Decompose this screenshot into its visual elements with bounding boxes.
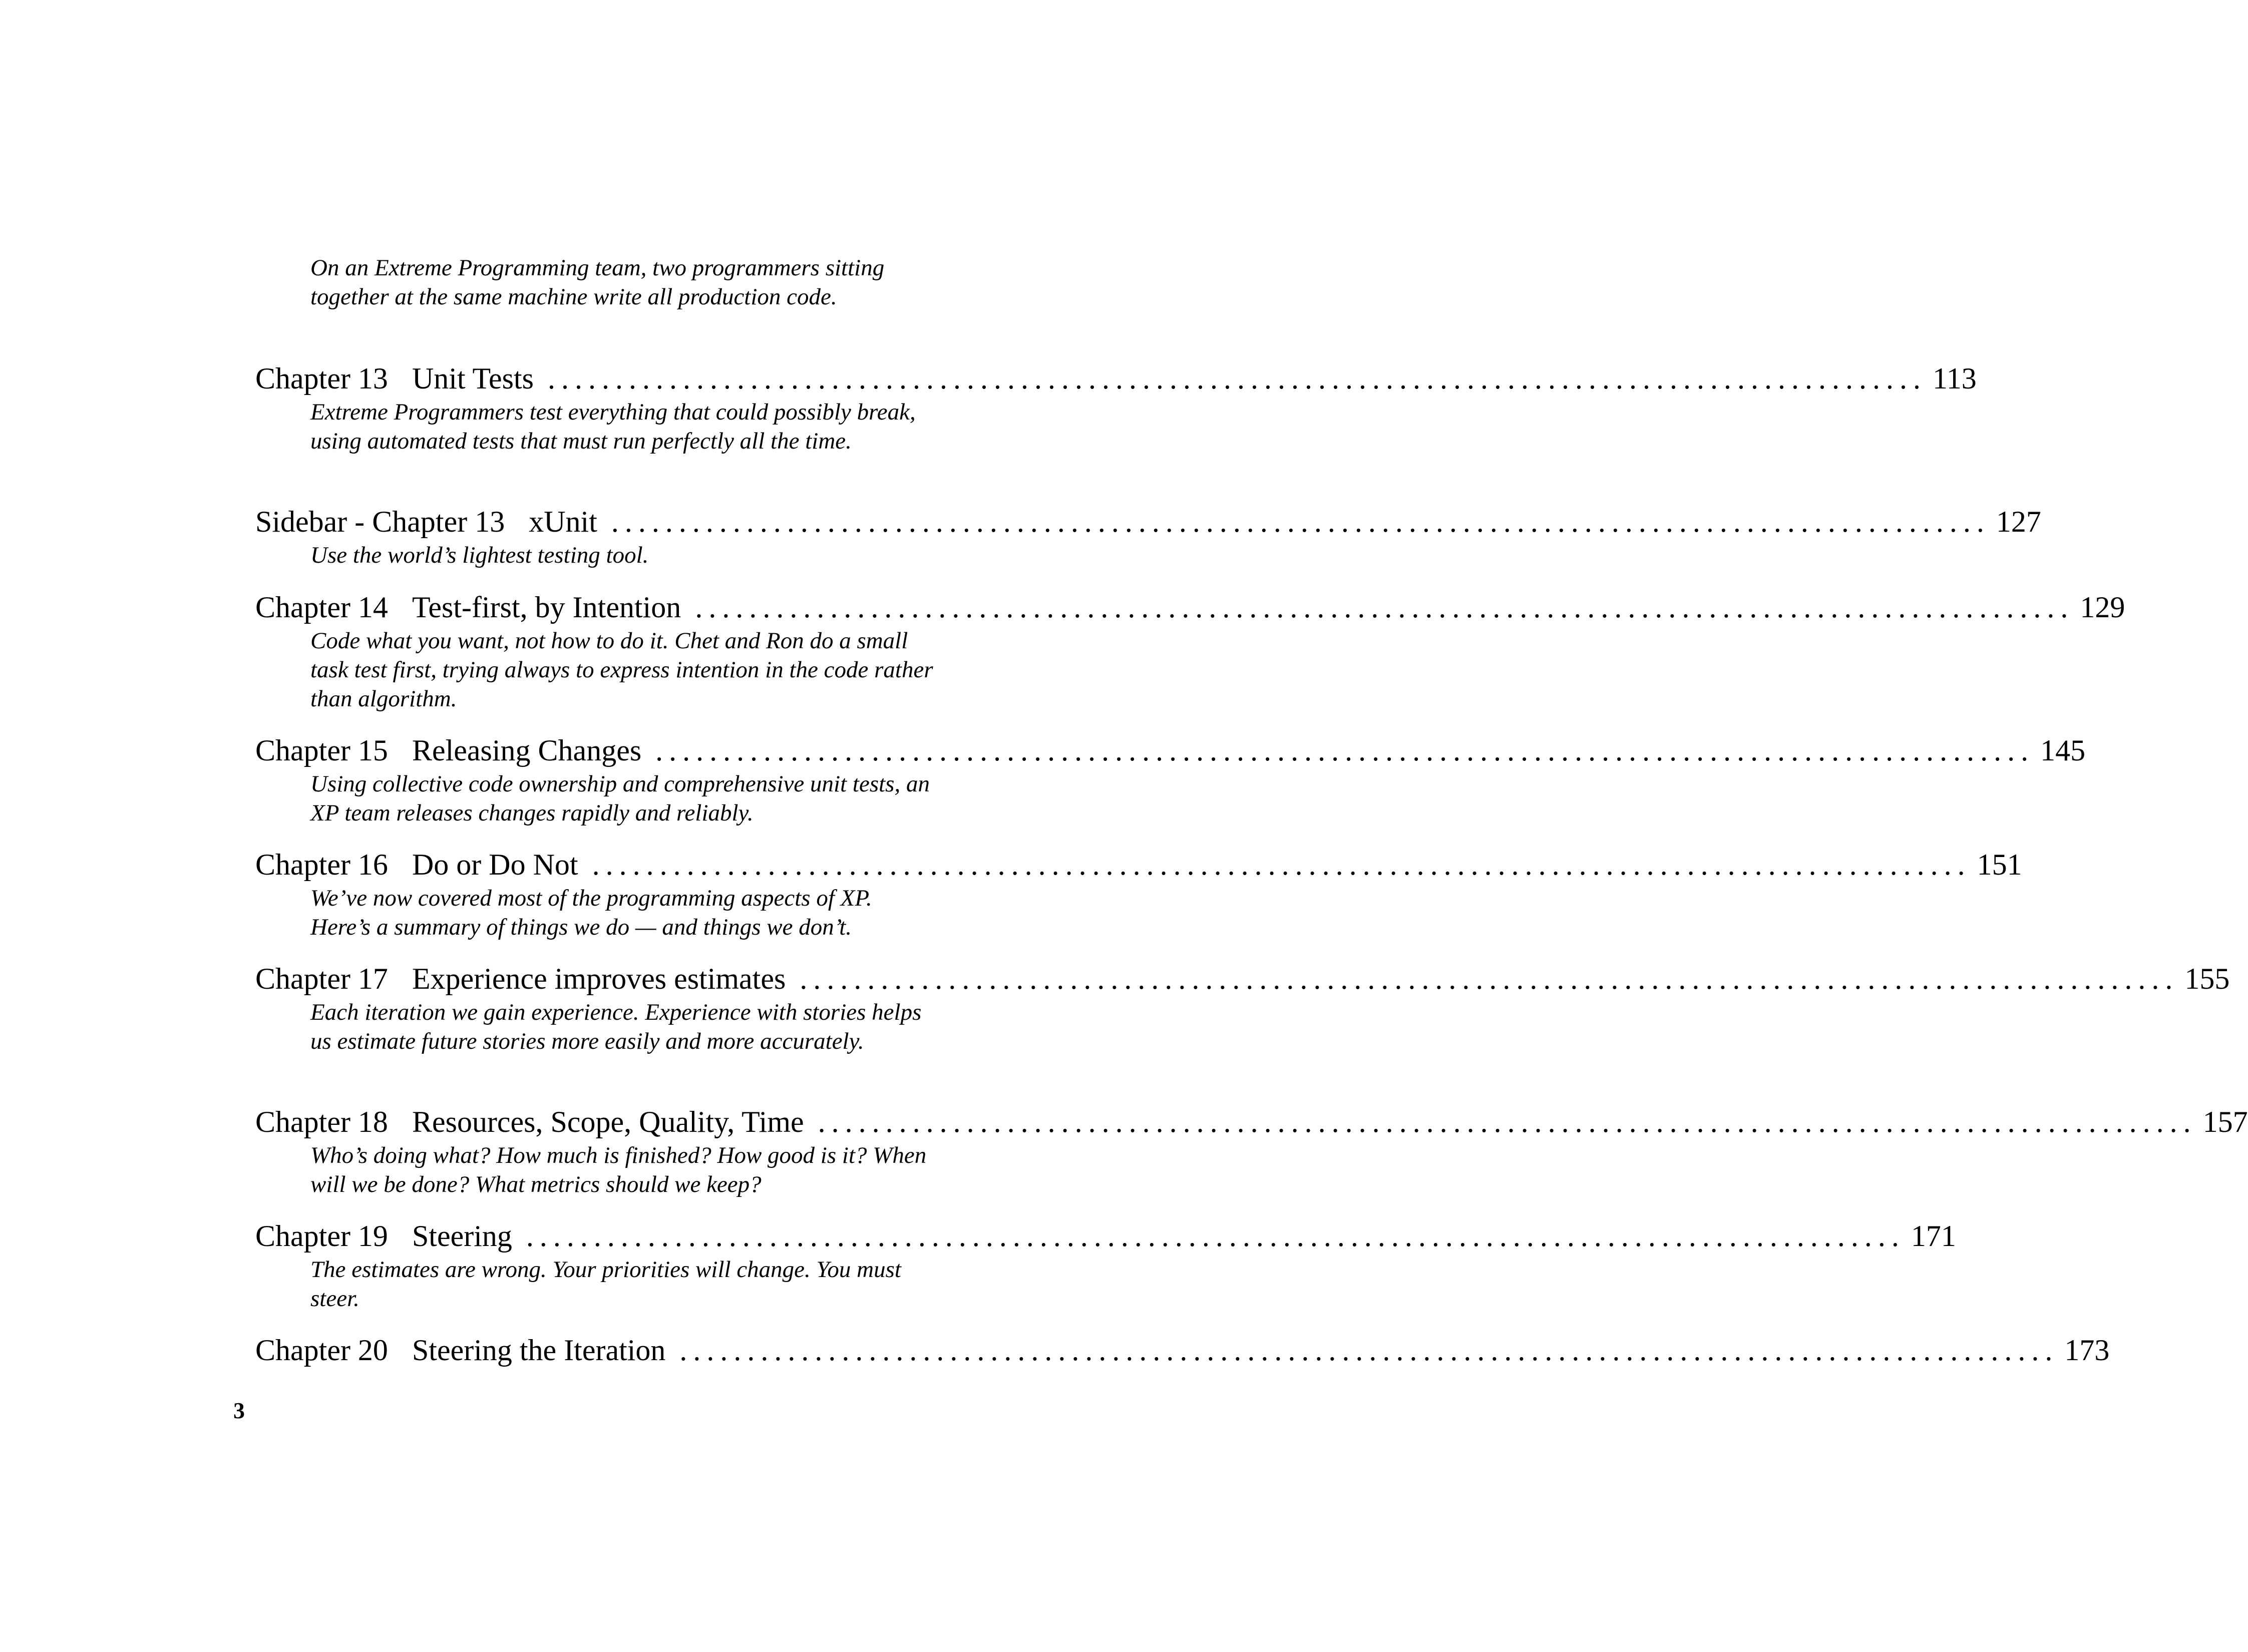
chapter-title: Experience improves estimates [412, 962, 786, 995]
toc-entry-chapter-16 [255, 847, 2022, 942]
chapter-description: Extreme Programmers test everything that could possibly break, using automated tests that must run perfectly all the time. [310, 399, 916, 454]
dot-leader: ...................................................................................................... [547, 362, 1927, 395]
toc-heading [255, 732, 2086, 768]
chapter-description: We’ve now covered most of the programming aspects of XP. Here’s a summary of things we do — and things we don’t. [310, 885, 872, 940]
page-number: 173 [2064, 1334, 2110, 1367]
page-number: 145 [2040, 734, 2086, 767]
chapter-number: Chapter 16 [255, 848, 388, 881]
chapter-description: Using collective code ownership and comprehensive unit tests, an XP team releases changes rapidly and reliably. [310, 771, 930, 826]
chapter-number: Chapter 13 [255, 362, 388, 395]
toc-entry-chapter-17 [255, 961, 2230, 1056]
toc-heading [255, 504, 2041, 540]
chapter-description: The estimates are wrong. Your priorities will change. You must steer. [310, 1257, 901, 1312]
chapter-description: Use the world’s lightest testing tool. [310, 542, 649, 568]
page-number: 129 [2080, 591, 2125, 624]
page-number: 155 [2184, 962, 2230, 995]
intro-description: On an Extreme Programming team, two programmers sitting together at the same machine write all production code. [310, 255, 885, 310]
page-number: 157 [2202, 1105, 2248, 1138]
chapter-number: Chapter 20 [255, 1334, 388, 1367]
toc-heading [255, 589, 2125, 625]
chapter-number: Chapter 14 [255, 591, 388, 624]
toc-heading [255, 961, 2230, 997]
chapter-title: Unit Tests [412, 362, 534, 395]
chapter-title: Do or Do Not [412, 848, 578, 881]
toc-heading [255, 847, 2022, 883]
toc-heading [255, 1332, 2110, 1368]
chapter-number: Sidebar - Chapter 13 [255, 505, 505, 538]
toc-entry-chapter-18 [255, 1104, 2248, 1199]
chapter-description: Who’s doing what? How much is finished? How good is it? When will we be done? What metrics should we keep? [310, 1142, 927, 1197]
dot-leader: ...................................................................................................... [592, 848, 1971, 881]
chapter-title: xUnit [529, 505, 597, 538]
toc-heading [255, 360, 1977, 396]
dot-leader: ...................................................................................................... [679, 1334, 2059, 1367]
chapter-number: Chapter 15 [255, 734, 388, 767]
chapter-number: Chapter 17 [255, 962, 388, 995]
toc-entry-chapter-13 [255, 360, 1977, 456]
page-number: 113 [1932, 362, 1977, 395]
chapter-title: Steering the Iteration [412, 1334, 666, 1367]
dot-leader: ...................................................................................................... [695, 591, 2074, 624]
chapter-title: Steering [412, 1219, 512, 1253]
dot-leader: ...................................................................................................... [818, 1105, 2197, 1138]
dot-leader: ...................................................................................................... [655, 734, 2035, 767]
chapter-description: Code what you want, not how to do it. Chet and Ron do a small task test first, trying always to express intention in the code rather than algorithm. [310, 628, 933, 712]
chapter-title: Resources, Scope, Quality, Time [412, 1105, 804, 1138]
toc-entry-sidebar-13 [255, 504, 2041, 570]
chapter-title: Releasing Changes [412, 734, 642, 767]
toc-entry-chapter-15 [255, 732, 2086, 828]
toc-entry-chapter-19 [255, 1218, 1956, 1313]
chapter-number: Chapter 18 [255, 1105, 388, 1138]
toc-entry-chapter-20 [255, 1332, 2110, 1368]
toc-heading [255, 1218, 1956, 1254]
page-number: 127 [1996, 505, 2041, 538]
chapter-description: Each iteration we gain experience. Experience with stories helps us estimate future stories more easily and more accurately. [310, 999, 922, 1054]
toc-heading [255, 1104, 2248, 1140]
toc-entry-chapter-14 [255, 589, 2125, 713]
page-number: 151 [1977, 848, 2022, 881]
page-number: 171 [1911, 1219, 1956, 1253]
dot-leader: ...................................................................................................... [800, 962, 2179, 995]
page-folio: 3 [233, 1398, 245, 1423]
chapter-number: Chapter 19 [255, 1219, 388, 1253]
dot-leader: ...................................................................................................... [526, 1219, 1905, 1253]
dot-leader: ...................................................................................................... [611, 505, 1990, 538]
chapter-title: Test-first, by Intention [412, 591, 681, 624]
